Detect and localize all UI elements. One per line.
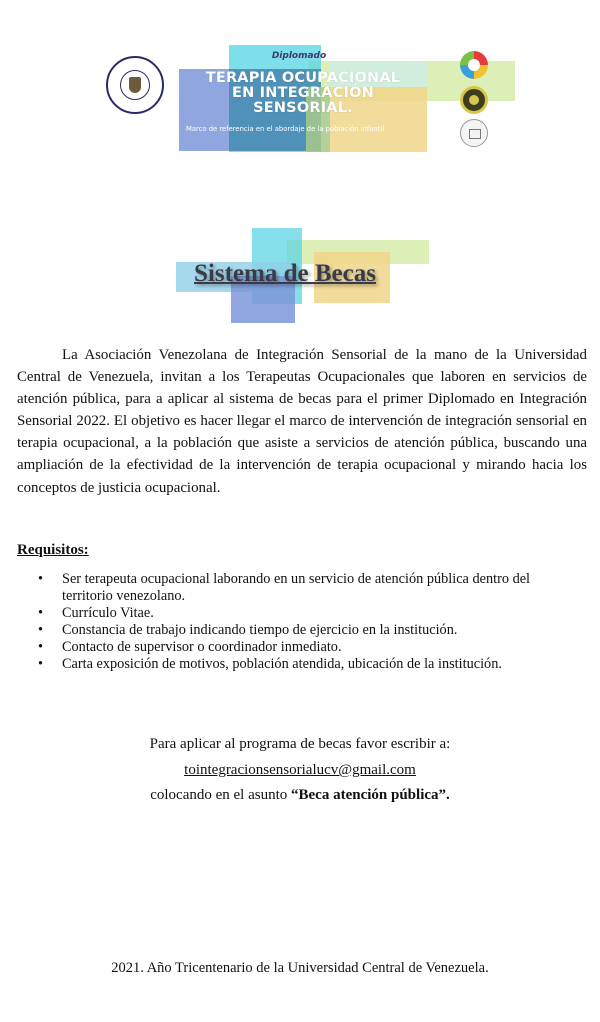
banner-kicker: Diplomado bbox=[271, 51, 327, 61]
contact-email-link[interactable] bbox=[0, 762, 600, 779]
requirements-heading: Requisitos: bbox=[17, 542, 89, 558]
subject-text: “Beca atención pública”. bbox=[291, 787, 450, 803]
banner-title-line: EN INTEGRACIÓN bbox=[231, 85, 374, 101]
requirements-list bbox=[38, 571, 578, 673]
banner-title-line: TERAPIA OCUPACIONAL bbox=[205, 70, 401, 86]
section-title: Sistema de Becas bbox=[194, 260, 376, 287]
footer-text: 2021. Año Tricentenario de la Universidad Central de Venezuela. bbox=[111, 960, 489, 976]
list-item: • Carta exposición de motivos, población atendida, ubicación de la institución. bbox=[38, 656, 578, 673]
application-instruction: Para aplicar al programa de becas favor escribir a: bbox=[149, 736, 451, 752]
banner-subtitle: Marco de referencia en el abordaje de la población infantil bbox=[186, 125, 385, 133]
colorful-hands-logo bbox=[460, 51, 488, 79]
banner-title-line: SENSORIAL. bbox=[253, 100, 353, 116]
book-emblem-logo bbox=[460, 119, 488, 147]
university-seal-logo bbox=[106, 56, 164, 114]
list-item: • Currículo Vitae. bbox=[38, 605, 578, 622]
banner-title bbox=[179, 71, 427, 116]
email-address[interactable]: tointegracionsensorialucv@gmail.com bbox=[184, 762, 416, 778]
subject-prefix: colocando en el asunto bbox=[150, 787, 292, 803]
list-item: • Constancia de trabajo indicando tiempo de ejercicio en la institución. bbox=[38, 622, 578, 639]
list-item: • Ser terapeuta ocupacional laborando en un servicio de atención pública dentro del territorio venezolano. bbox=[38, 571, 578, 605]
subject-instruction bbox=[0, 787, 600, 804]
list-item: • Contacto de supervisor o coordinador inmediato. bbox=[38, 639, 578, 656]
intro-paragraph: La Asociación Venezolana de Integración Sensorial de la mano de la Universidad Central de Venezuela, invitan a los Terapeutas Ocupacionales que laboren en servicios de atención pública, para a aplicar al sistema de becas para el primer Diplomado en Integración Sensorial 2022. El objetivo es hacer llegar el marco de intervención de integración sensorial en terapia ocupacional, a la población que asiste a servicios de atención pública, buscando una ampliación de la efectividad de la intervención de terapia ocupacional y mirando hacia los conceptos de justicia ocupacional. bbox=[17, 347, 587, 496]
gold-seal-logo bbox=[460, 86, 488, 114]
